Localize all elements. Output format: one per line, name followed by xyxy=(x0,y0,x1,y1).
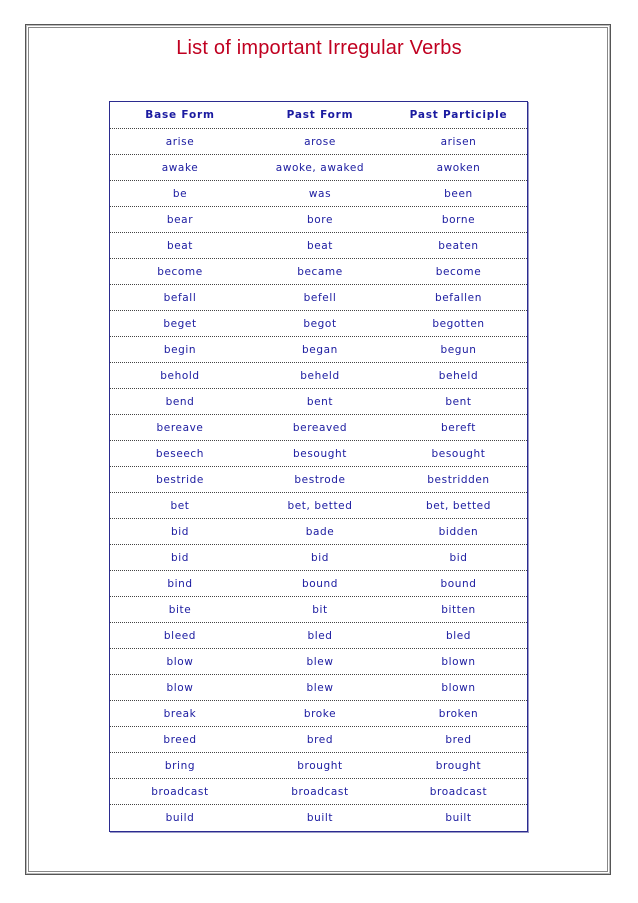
table-row xyxy=(110,675,527,701)
past-participle-cell: arisen xyxy=(440,135,477,148)
table-row xyxy=(110,493,527,519)
past-participle-cell: beheld xyxy=(438,369,479,382)
header-past-form: Past Form xyxy=(286,109,354,121)
past-form-cell: broke xyxy=(303,707,337,720)
past-participle-cell: blown xyxy=(441,655,476,668)
base-form-cell: bind xyxy=(167,577,193,590)
base-form-cell: breed xyxy=(163,733,197,746)
past-form-cell: built xyxy=(306,812,334,824)
past-form-cell: arose xyxy=(304,135,336,148)
past-participle-cell: bet, betted xyxy=(425,499,491,512)
base-form-cell: bleed xyxy=(163,629,197,642)
table-row xyxy=(110,467,527,493)
table-row xyxy=(110,779,527,805)
past-participle-cell: awoken xyxy=(436,161,481,174)
past-form-cell: broadcast xyxy=(291,785,349,798)
table-row xyxy=(110,701,527,727)
past-participle-cell: bidden xyxy=(438,525,479,538)
table-row xyxy=(110,441,527,467)
past-participle-cell: befallen xyxy=(434,291,482,304)
base-form-cell: arise xyxy=(165,135,195,148)
past-participle-cell: blown xyxy=(441,681,476,694)
past-participle-cell: borne xyxy=(441,213,476,226)
past-participle-cell: bred xyxy=(445,733,472,746)
base-form-cell: beget xyxy=(163,317,197,330)
table-row xyxy=(110,285,527,311)
past-form-cell: blew xyxy=(306,681,334,694)
table-row xyxy=(110,519,527,545)
table-row xyxy=(110,129,527,155)
past-form-cell: was xyxy=(308,187,332,200)
past-form-cell: bent xyxy=(306,395,334,408)
past-participle-cell: broadcast xyxy=(429,785,488,798)
base-form-cell: build xyxy=(165,812,195,824)
table-row xyxy=(110,571,527,597)
table-row xyxy=(110,753,527,779)
past-form-cell: bit xyxy=(312,603,328,616)
past-participle-cell: besought xyxy=(431,447,486,460)
base-form-cell: be xyxy=(172,187,188,200)
base-form-cell: bear xyxy=(166,213,194,226)
base-form-cell: bestride xyxy=(156,473,204,486)
past-participle-cell: beaten xyxy=(438,239,479,252)
past-form-cell: blew xyxy=(306,655,334,668)
past-form-cell: bet, betted xyxy=(287,499,353,512)
past-participle-cell: broken xyxy=(438,707,479,720)
past-form-cell: bade xyxy=(305,525,335,538)
table-row xyxy=(110,337,527,363)
base-form-cell: bid xyxy=(170,551,190,564)
past-form-cell: bore xyxy=(306,213,334,226)
table-row xyxy=(110,545,527,571)
past-form-cell: bound xyxy=(301,577,339,590)
past-form-cell: begot xyxy=(303,317,337,330)
past-participle-cell: begun xyxy=(440,343,477,356)
base-form-cell: bend xyxy=(165,395,195,408)
past-participle-cell: become xyxy=(435,265,482,278)
base-form-cell: bring xyxy=(164,759,196,772)
past-form-cell: bled xyxy=(307,629,333,642)
table-row xyxy=(110,649,527,675)
table-row xyxy=(110,389,527,415)
header-past-participle: Past Participle xyxy=(409,109,508,121)
table-row xyxy=(110,623,527,649)
base-form-cell: beseech xyxy=(155,447,205,460)
past-participle-cell: bestridden xyxy=(427,473,490,486)
base-form-cell: bite xyxy=(168,603,192,616)
table-row xyxy=(110,311,527,337)
base-form-cell: broadcast xyxy=(151,785,209,798)
base-form-cell: blow xyxy=(166,681,194,694)
past-form-cell: beheld xyxy=(300,369,340,382)
base-form-cell: beat xyxy=(166,239,194,252)
past-participle-cell: built xyxy=(445,812,472,824)
past-participle-cell: bereft xyxy=(441,421,476,434)
header-base-form: Base Form xyxy=(145,109,215,121)
past-form-cell: besought xyxy=(293,447,347,460)
table-row xyxy=(110,805,527,831)
base-form-cell: awake xyxy=(161,161,199,174)
past-participle-cell: bled xyxy=(445,629,472,642)
base-form-cell: begin xyxy=(163,343,197,356)
table-row xyxy=(110,259,527,285)
table-row xyxy=(110,597,527,623)
page-title: List of important Irregular Verbs xyxy=(176,37,462,59)
base-form-cell: behold xyxy=(160,369,200,382)
past-form-cell: bred xyxy=(306,733,334,746)
past-participle-cell: bound xyxy=(440,577,477,590)
past-participle-cell: begotten xyxy=(432,317,485,330)
past-participle-cell: bitten xyxy=(441,603,476,616)
table-row xyxy=(110,363,527,389)
past-form-cell: bereaved xyxy=(292,421,348,434)
table-row xyxy=(110,155,527,181)
past-form-cell: befell xyxy=(303,291,337,304)
past-participle-cell: bid xyxy=(449,551,468,564)
irregular-verbs-table xyxy=(109,101,528,832)
past-participle-cell: bent xyxy=(445,395,472,408)
base-form-cell: bid xyxy=(170,525,190,538)
base-form-cell: blow xyxy=(166,655,194,668)
table-row xyxy=(110,207,527,233)
past-form-cell: bestrode xyxy=(294,473,346,486)
table-row xyxy=(110,415,527,441)
base-form-cell: break xyxy=(163,707,197,720)
table-row xyxy=(110,727,527,753)
past-form-cell: beat xyxy=(306,239,334,252)
past-participle-cell: brought xyxy=(435,759,482,772)
table-row xyxy=(110,233,527,259)
table-body xyxy=(110,129,527,831)
past-participle-cell: been xyxy=(444,187,473,200)
base-form-cell: befall xyxy=(163,291,197,304)
base-form-cell: bereave xyxy=(156,421,204,434)
past-form-cell: became xyxy=(297,265,343,278)
past-form-cell: awoke, awaked xyxy=(275,161,365,174)
table-header-row xyxy=(110,102,527,129)
past-form-cell: bid xyxy=(310,551,330,564)
base-form-cell: bet xyxy=(170,499,190,512)
past-form-cell: brought xyxy=(297,759,343,772)
past-form-cell: began xyxy=(302,343,338,356)
base-form-cell: become xyxy=(157,265,203,278)
table-row xyxy=(110,181,527,207)
